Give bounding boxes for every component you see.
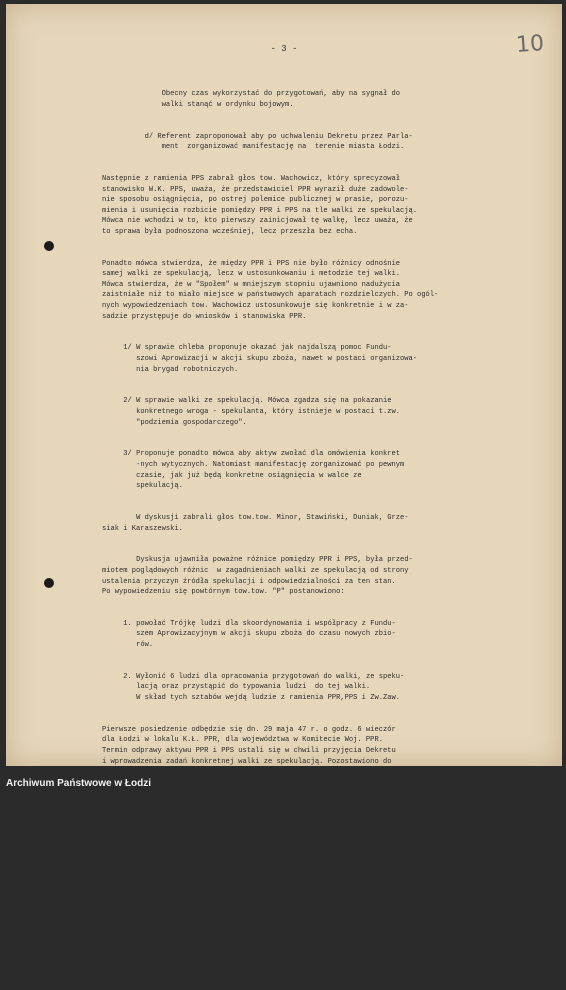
archive-footer xyxy=(0,770,566,800)
list-item: 1/ W sprawie chleba proponuje okazać jak najdalszą pomoc Fundu- szowi Aprowizacji w akcji skupu zboża, nawet w postaci organizowa- nia brygad robotniczych. xyxy=(123,344,418,374)
archive-folio-number: 10 xyxy=(515,31,545,58)
paragraph: Następnie z ramienia PPS zabrał głos tow. Wachowicz, który sprecyzował stanowisko W.K. PPS, uważa, że przedstawiciel PPR wyraził duże zadowole- nie sposobu osiągnięcia, po ostrej polemice publicznej w prasie, porozu- mienia i usunięcia rozbicie pomiędzy PPR i PPS na tle walki ze spekulacją. Mówca nie wchodzi w to, kto pierwszy zainicjował tę walkę, lecz uważa, że to sprawa była podnoszona wcześniej, lecz przeszła bez echa. xyxy=(102,174,418,236)
binder-hole xyxy=(44,241,54,251)
paragraph: Pierwsze posiedzenie odbędzie się dn. 29 maja 47 r. o godz. 6 wieczór dla Łodzi w lokalu K.Ł. PPR, dla województwa w Komitecie Woj. PPR. Termin odprawy aktywu PPR i PPS ustali się w chwili przyjęcia Dekretu i wprowadzenia zadań konkretnej walki ze spekulacją. Pozostawiono do xyxy=(102,725,396,766)
binder-hole xyxy=(44,578,54,588)
list-item: 1. powołać Trójkę ludzi dla skoordynowania i współpracy z Fundu- szem Aprowizacyjnym w akcji skupu zboża do czasu nowych zbio- rów. xyxy=(123,619,396,650)
paragraph: Ponadto mówca stwierdza, że między PPR i PPS nie było różnicy odnośnie samej walki ze spekulacją, lecz w ustosunkowaniu i metodzie tej walki. Mówca stwierdza, że w "Społem" w mniejszym stopniu ujawniono nadużycia zaistniałe niż to miało miejsce w państwowych aparatach rozdzielczych. Po ogól- nych wypowiedzeniach tow. Wachowicz ustosunkowuje się konkretnie i w za- sadzie przystępuje do wniosków i stanowiska PPR. xyxy=(102,259,439,321)
paragraph: Obecny czas wykorzystać do przygotowań, aby na sygnał do walki stanąć w ordynku bojowym. xyxy=(161,90,400,109)
paragraph: W dyskusji zabrali głos tow.tow. Minor, Stawiński, Duniak, Grze- siak i Karaszewski. xyxy=(102,513,409,533)
list-item: 2. Wyłonić 6 ludzi dla opracowania przygotowań do walki, ze speku- lacją oraz przystąpić do typowania ludzi do tej walki. W skład tych sztabów wejdą ludzie z ramienia PPR,PPS i Zw.Zaw. xyxy=(123,672,405,703)
archive-label: Archiwum Państwowe w Łodzi xyxy=(6,778,152,789)
document-body xyxy=(102,68,542,990)
paragraph: Dyskusja ujawniła poważne różnice pomiędzy PPR i PPS, była przed- miotem poglądowych różnic w zagadnieniach walki ze spekulacją od strony ustalenia przyczyn źródła spekulacji i odpowiedzialności za ten stan. Po wypowiedzeniu się powtórnym tow.tow. "P" postanowiono: xyxy=(102,556,413,597)
list-item: 3/ Proponuje ponadto mówca aby aktyw zwołać dla omówienia konkret -nych wytycznych. Natomiast manifestację zorganizować po pewnym czasie, jak już będą konkretne osiągnięcia w walce ze spekulacją. xyxy=(123,450,405,491)
paragraph: Ad pkt. 2. Zabrał głos tow. Minor i złożył propozycję w sprawie wyborów do Zarządów Z.Z.K. w Piotrkowie, Tomaszowie i Kutnie. Tow.tow. z PPS odrzucili propozycję tow. Minora, jako wogóle nie nadające się do dysku- sji i wobec powyższego stanęli na stanowisku t.zw. "Wolnej gry". Sprawę sporną wyborów Zarządu Oddz. Zw.Zaw. Włókniarzy w Pabianicach odesłano do uzgodnienia przez wydziały Zaw. Komitetów Woj. obu partii. Podobnie przekazano do uzgodnienia Wydziałom Zaw. sprawę wyborów Zarzą- du Koła ZZK w Dyrekcji P.K.P. w Łodzi. Zażądanie spornej sprawy ukonty- towania się Zarządów Oddz. w Gminnej i Samorządowców na wniosek obu stron odłożono do rozpatrzenia na następnym posiedzeniu. xyxy=(102,799,413,904)
paragraph: Po wypowiedzeniu się tow.tow. Grzesiaka i Berenta w sprawie wyborów do Spółdzielczości postanowiono zobowiązać Wydziały Spółdzielcze do omówienia tych spraw, opracowany i uzgodniony materiał przedstawić na najbliższe posiedzenie. xyxy=(102,927,413,967)
page-number: - 3 - xyxy=(270,44,298,54)
paragraph: d/ Referent zaproponował aby po uchwaleniu Dekretu przez Parla- ment zorganizować manifestację na terenie miasta Łodzi. xyxy=(144,132,413,152)
list-item: 2/ W sprawie walki ze spekulacją. Mówca zgadza się na pokazanie konkretnego wroga - spekulanta, który istnieje w postaci t.zw. "podziemia gospodarczego". xyxy=(123,397,400,427)
